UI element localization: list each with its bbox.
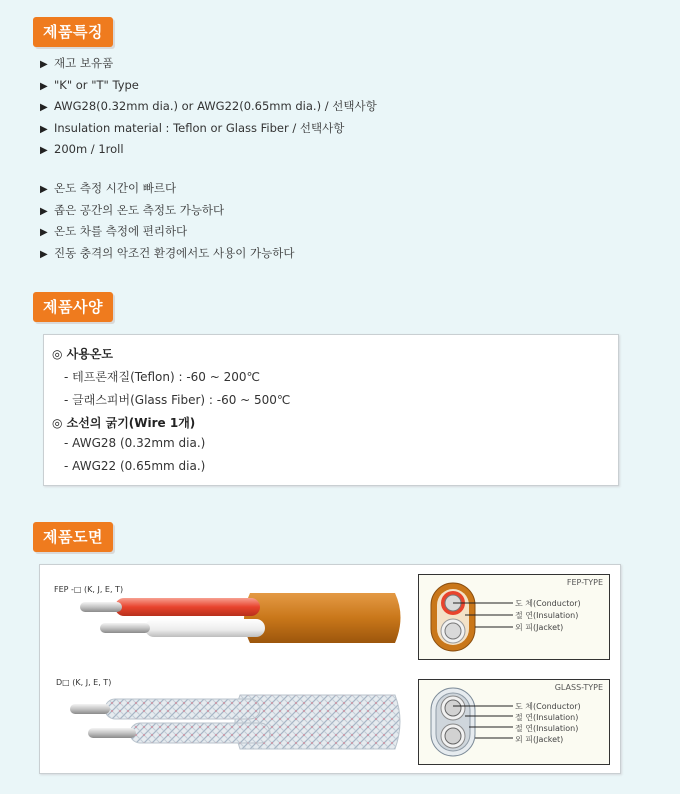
temp-item-teflon: - 테프론재질(Teflon) : -60 ~ 200℃ [64, 370, 260, 384]
list-item [40, 96, 377, 118]
fep-white-wire [145, 619, 265, 637]
list-item [40, 178, 294, 200]
feature-text: 200m / 1roll [54, 142, 124, 156]
bullet-arrow-icon: ▶ [40, 227, 48, 238]
fep-red-wire [115, 598, 260, 616]
list-item [40, 200, 294, 222]
glass-cross-section-panel [418, 679, 610, 765]
glass-cable-illustration [60, 683, 410, 761]
bullet-arrow-icon: ▶ [40, 205, 48, 217]
bullet-arrow-icon: ▶ [40, 102, 48, 113]
specs-box [43, 334, 619, 486]
glass-panel-title: GLASS-TYPE [554, 683, 603, 692]
bullet-arrow-icon: ▶ [40, 184, 48, 195]
list-item [40, 75, 377, 97]
glass-legend-conductor: 도 체(Conductor) [515, 702, 581, 711]
list-item [40, 221, 294, 243]
glass-legend-jacket: 외 피(Jacket) [515, 735, 564, 744]
fep-legend-jacket: 외 피(Jacket) [515, 623, 564, 632]
bullet-arrow-icon: ▶ [40, 145, 48, 156]
feature-text: "K" or "T" Type [54, 77, 139, 92]
fep-white-conductor [100, 623, 150, 633]
glass-conductor-2 [88, 728, 136, 738]
bullet-arrow-icon: ▶ [40, 248, 48, 260]
fep-panel-title: FEP-TYPE [566, 578, 603, 587]
list-item [40, 139, 377, 161]
feature-text: 재고 보유품 [54, 56, 114, 70]
feature-text: 온도 측정 시간이 빠르다 [54, 181, 177, 195]
bullet-arrow-icon: ▶ [40, 123, 48, 135]
features-list-benefits [40, 178, 294, 264]
bullet-arrow-icon: ▶ [40, 80, 48, 92]
fep-red-conductor [80, 602, 122, 612]
fep-cross-section-panel [418, 574, 610, 660]
fep-caption: FEP -□ (K, J, E, T) [54, 585, 124, 594]
drawing-box [39, 564, 621, 774]
features-list-spec [40, 53, 377, 161]
fep-cable-illustration [60, 579, 410, 659]
list-item [40, 118, 377, 140]
feature-text: AWG28(0.32mm dia.) or AWG22(0.65mm dia.) / 선택사항 [54, 99, 377, 113]
glass-caption: D□ (K, J, E, T) [56, 678, 112, 687]
feature-text: 온도 차를 측정에 편리하다 [54, 224, 188, 238]
glass-legend-insulation-2: 절 연(Insulation) [515, 724, 579, 733]
fep-legend-conductor: 도 체(Conductor) [515, 599, 581, 608]
fep-legend-insulation: 절 연(Insulation) [515, 611, 579, 620]
bullet-arrow-icon: ▶ [40, 59, 48, 70]
glass-legend-insulation-1: 절 연(Insulation) [515, 713, 579, 722]
list-item [40, 53, 377, 75]
temp-heading: ◎ 사용온도 [52, 347, 114, 361]
wire-item-awg22: - AWG22 (0.65mm dia.) [64, 459, 206, 473]
features-section-title: 제품특징 [33, 17, 113, 47]
list-item [40, 243, 294, 265]
fep-cross-section-diagram [425, 581, 515, 653]
feature-text: Insulation material : Teflon or Glass Fiber / 선택사항 [54, 120, 345, 135]
wire-heading: ◎ 소선의 굵기(Wire 1개) [52, 416, 196, 430]
wire-item-awg28: - AWG28 (0.32mm dia.) [64, 436, 206, 450]
glass-wire-2 [130, 723, 270, 743]
drawing-section-title: 제품도면 [33, 522, 113, 552]
feature-text: 좁은 공간의 온도 측정도 가능하다 [54, 202, 225, 217]
specs-section-title: 제품사양 [33, 292, 113, 322]
temp-item-glass: - 글래스피버(Glass Fiber) : -60 ~ 500℃ [64, 393, 291, 407]
glass-cross-section-diagram [425, 686, 515, 758]
glass-conductor-1 [70, 704, 110, 714]
glass-wire-1 [105, 699, 260, 719]
feature-text: 진동 충격의 악조건 환경에서도 사용이 가능하다 [54, 245, 295, 260]
fep-jacket-shape [244, 593, 401, 643]
